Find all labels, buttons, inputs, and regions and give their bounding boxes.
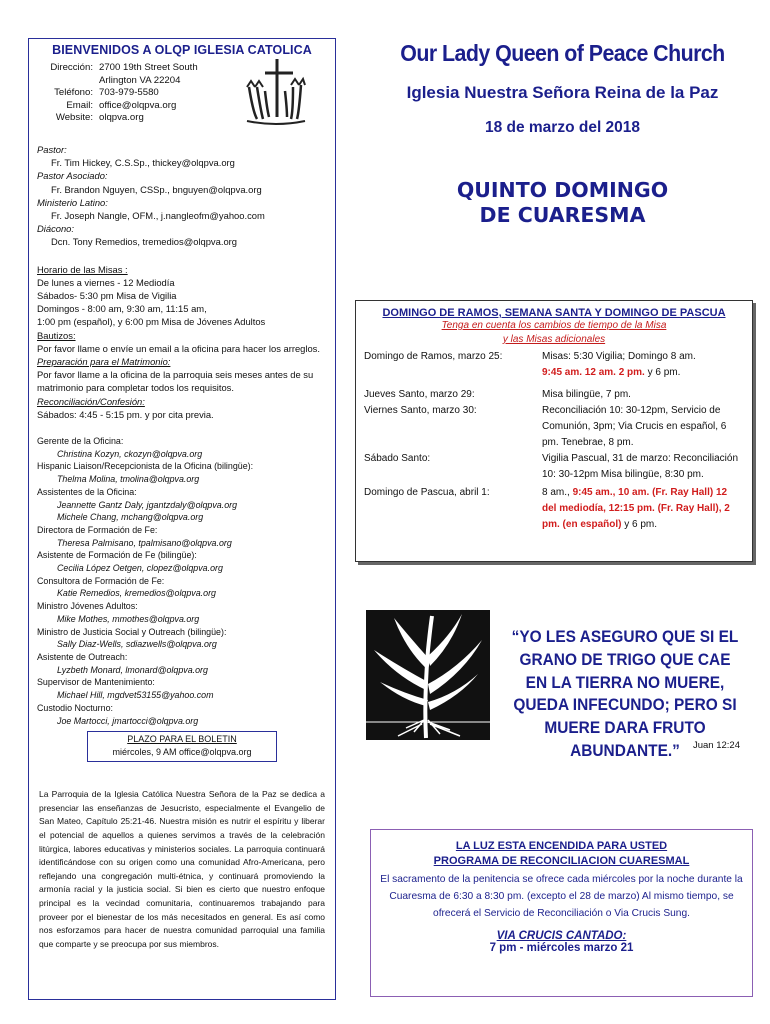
clergy-person: Fr. Tim Hickey, C.S.Sp., thickey@olqpva.org: [51, 157, 235, 169]
schedule-detail: Misa bilingüe, 7 pm.: [542, 389, 631, 400]
contact-value: office@olqpva.org: [99, 99, 177, 111]
schedule-day: Jueves Santo, marzo 29:: [364, 389, 475, 400]
clergy-section: [29, 125, 335, 249]
sunday-line: QUINTO DOMINGO: [456, 178, 669, 202]
clergy-role: Pastor Asociado:: [37, 170, 108, 182]
contact-value: 2700 19th Street South: [99, 62, 198, 73]
detail-text: 8 am.,: [542, 487, 570, 498]
confession-text: Sábados: 4:45 - 5:15 pm. y por cita previa.: [37, 408, 214, 420]
scripture-quote: “YO LES ASEGURO QUE SI EL GRANO DE TRIGO QUE CAE EN LA TIERRA NO MUERE, QUEDA INFECUNDO; PERO SI MUERE DARA FRUTO ABUNDANTE.”: [511, 627, 739, 760]
detail-tail: y 6 pm.: [621, 519, 658, 530]
baptism-heading: Bautizos:: [37, 329, 76, 341]
staff-person: Sally Diaz-Wells, sdiazwells@olqpva.org: [57, 639, 217, 650]
schedule-row: [364, 485, 744, 533]
staff-role: Consultora de Formación de Fe:: [37, 575, 165, 586]
schedule-day: Domingo de Ramos, marzo 25:: [364, 351, 503, 362]
clergy-person: Dcn. Tony Remedios, tremedios@olqpva.org: [51, 236, 237, 248]
contact-value: olqpva.org: [99, 112, 144, 124]
mass-schedule-section: [29, 249, 335, 421]
staff-section: [29, 421, 335, 727]
mass-line: Domingos - 8:00 am, 9:30 am, 11:15 am,: [37, 303, 207, 315]
detail-highlight: 9:45 am., 10 am. (Fr. Ray Hall) 12 del mediodía, 12:15 pm. (Fr. Ray Hall), 2 pm. (en español): [542, 487, 730, 530]
bulletin-deadline-text: miércoles, 9 AM office@olqpva.org: [112, 747, 252, 758]
schedule-note: y las Misas adicionales: [502, 334, 606, 345]
staff-role: Asistente de Formación de Fe (bilingüe):: [37, 550, 197, 561]
staff-person: Theresa Palmisano, tpalmisano@olqpva.org: [57, 537, 232, 548]
detail-tail: y 6 pm.: [644, 367, 681, 378]
schedule-detail: [542, 349, 744, 381]
staff-person: Michele Chang, mchang@olqpva.org: [57, 512, 204, 523]
parish-info-column: [28, 38, 336, 1000]
schedule-row: [364, 451, 744, 483]
program-body: El sacramento de la penitencia se ofrece cada miércoles por la noche durante la Cuaresma de 6:30 a 8:30 pm. (excepto el 28 de marzo) Al mismo tiempo, se ofrecerá el Servicio de Reconciliación o Via Crucis Sung.: [380, 874, 743, 919]
staff-role: Ministro de Justicia Social y Outreach (bilingüe):: [37, 626, 227, 637]
staff-person: Jeannette Gantz Daly, jgantzdaly@olqpva.org: [57, 499, 238, 510]
mass-heading: Horario de las Misas :: [37, 263, 128, 275]
staff-role: Hispanic Liaison/Recepcionista de la Oficina (bilingüe):: [37, 461, 254, 472]
staff-role: Directora de Formación de Fe:: [37, 524, 158, 535]
schedule-note: Tenga en cuenta los cambios de tiempo de la Misa: [441, 320, 667, 331]
staff-person: Cecilia López Oetgen, clopez@olqpva.org: [57, 563, 223, 574]
mission-statement: La Parroquia de la Iglesia Católica Nuestra Señora de la Paz se dedica a presenciar las enseñanzas de Jesucristo, especialmente el Evangelio de San Mateo, Capítulo 25:21-46. Nuestra misión es nutrir el espíritu y liberar el potencial de aquellos a quienes servimos a través de la celebración litúrgica, labores educativas y ministerios sociales. La parroquia continuará identificándose con su origen como una comunidad Afro-Americana, pero reflejando una congregación multi-étnica, y continuará promoviendo la armonía racial y la justicia social. Si bien es cierto que nuestro enfoque principal es la vecindad comunitaria, continuaremos trabajando para proveer por el bienestar de los más necesitados en general. Es así como nos esforzamos para hacer de nuestra comunidad parroquial una familia que comparte y se preocupa por sus miembros.: [39, 789, 325, 949]
parish-contact-header: [29, 39, 335, 125]
staff-role: Ministro Jóvenes Adultos:: [37, 601, 138, 612]
schedule-day: Domingo de Pascua, abril 1:: [364, 487, 490, 498]
church-subtitle: Iglesia Nuestra Señora Reina de la Paz: [406, 83, 719, 102]
staff-role: Custodio Nocturno:: [37, 702, 113, 713]
staff-role: Supervisor de Mantenimiento:: [37, 677, 155, 688]
bulletin-date: 18 de marzo del 2018: [484, 119, 641, 136]
confession-heading: Reconciliación/Confesión:: [37, 395, 145, 407]
schedule-row: [364, 349, 744, 381]
program-heading: LA LUZ ESTA ENCENDIDA PARA USTED: [455, 840, 668, 852]
contact-label: [37, 75, 99, 88]
church-title: Our Lady Queen of Peace Church: [400, 40, 725, 66]
wheat-sprout-icon: [366, 610, 490, 740]
staff-role: Gerente de la Oficina:: [37, 436, 124, 447]
via-crucis-title: VIA CRUCIS CANTADO:: [496, 930, 627, 942]
schedule-detail: Reconciliación 10: 30-12pm, Servicio de Comunión, 3pm; Via Crucis en español, 6 pm. Tenebrae, 8 pm.: [542, 405, 727, 448]
staff-person: Thelma Molina, tmolina@olqpva.org: [57, 474, 200, 485]
clergy-role: Ministerio Latino:: [37, 196, 108, 208]
contact-label: Dirección:: [50, 62, 93, 73]
clergy-person: Fr. Joseph Nangle, OFM., j.nangleofm@yahoo.com: [51, 209, 265, 221]
detail-text: Misas: 5:30 Vigilia; Domingo 8 am.: [542, 351, 696, 362]
staff-person: Michael Hill, mgdvet53155@yahoo.com: [57, 690, 214, 701]
holy-week-schedule-box: [355, 300, 753, 562]
contact-label: Website:: [55, 112, 93, 124]
schedule-title: DOMINGO DE RAMOS, SEMANA SANTA Y DOMINGO DE PASCUA: [382, 307, 726, 319]
clergy-role: Diácono:: [37, 223, 75, 235]
schedule-day: Sábado Santo:: [364, 453, 431, 464]
marriage-text: Por favor llame a la oficina de la parroquia seis meses antes de su matrimonio para completar todos los requisitos.: [37, 369, 314, 394]
church-logo-icon: [243, 57, 309, 127]
mass-line: Sábados- 5:30 pm Misa de Vigilia: [37, 290, 177, 301]
sunday-line: DE CUARESMA: [479, 203, 646, 227]
schedule-day: Viernes Santo, marzo 30:: [364, 405, 477, 416]
program-heading: PROGRAMA DE RECONCILIACION CUARESMAL: [433, 855, 690, 867]
via-crucis-time: 7 pm - miércoles marzo 21: [489, 942, 634, 954]
schedule-detail: [542, 485, 744, 533]
liturgical-sunday-heading: [355, 178, 770, 228]
contact-block: [37, 62, 327, 125]
bulletin-deadline-box: [87, 731, 277, 762]
detail-highlight: 9:45 am. 12 am. 2 pm.: [542, 367, 645, 378]
contact-value: Arlington VA 22204: [99, 74, 181, 86]
clergy-role: Pastor:: [37, 143, 67, 155]
staff-role: Assistentes de la Oficina:: [37, 486, 137, 497]
mass-line: De lunes a viernes - 12 Mediodía: [37, 276, 175, 288]
schedule-row: [364, 403, 744, 451]
staff-person: Joe Martocci, jmartocci@olqpva.org: [57, 715, 199, 726]
schedule-row: [364, 387, 744, 403]
contact-value: 703-979-5580: [99, 87, 159, 99]
staff-role: Asistente de Outreach:: [37, 651, 128, 662]
bulletin-deadline-title: PLAZO PARA EL BOLETIN: [127, 734, 237, 745]
marriage-heading: Preparación para el Matrimonio:: [37, 356, 171, 368]
contact-label: Teléfono:: [54, 87, 93, 99]
reconciliation-program-box: [370, 829, 753, 997]
staff-person: Katie Remedios, kremedios@olqpva.org: [57, 588, 216, 599]
mass-line: 1:00 pm (español), y 6:00 pm Misa de Jóvenes Adultos: [37, 316, 266, 328]
staff-person: Lyzbeth Monard, lmonard@olqpva.org: [57, 664, 208, 675]
scripture-reference: Juan 12:24: [692, 740, 740, 751]
baptism-text: Por favor llame o envíe un email a la oficina para hacer los arreglos.: [37, 342, 320, 354]
clergy-person: Fr. Brandon Nguyen, CSSp., bnguyen@olqpva.org: [51, 183, 262, 195]
schedule-detail: Vigilia Pascual, 31 de marzo: Reconciliación 10: 30-12pm Misa bilingüe, 8:30 pm.: [542, 453, 739, 480]
staff-person: Mike Mothes, mmothes@olqpva.org: [57, 613, 200, 624]
welcome-heading: BIENVENIDOS A OLQP IGLESIA CATOLICA: [52, 43, 312, 57]
contact-label: Email:: [66, 99, 93, 111]
staff-person: Christina Kozyn, ckozyn@olqpva.org: [57, 448, 203, 459]
